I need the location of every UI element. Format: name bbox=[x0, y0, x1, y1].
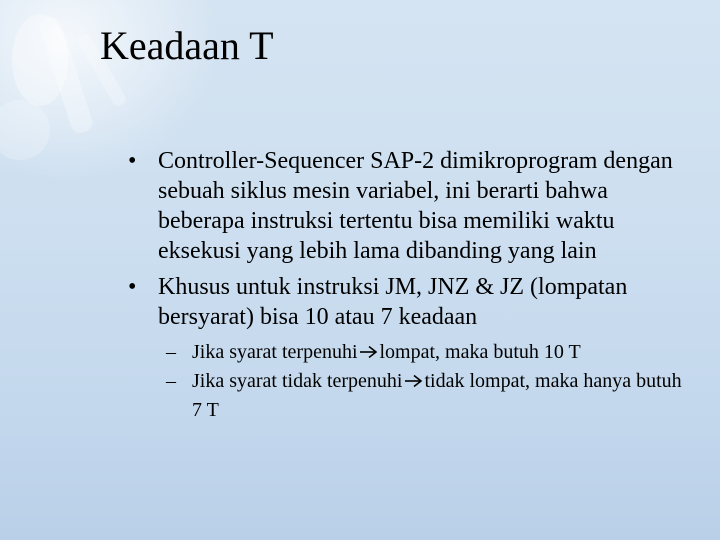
sub-bullet-text-before: Jika syarat tidak terpenuhi bbox=[192, 370, 403, 392]
sub-bullet-item bbox=[128, 367, 688, 425]
bullet-text: Khusus untuk instruksi JM, JNZ & JZ (lompatan bersyarat) bisa 10 atau 7 keadaan bbox=[158, 274, 628, 330]
sub-bullet-marker: – bbox=[166, 341, 176, 363]
bullet-marker: • bbox=[128, 274, 137, 300]
slide-body bbox=[128, 146, 688, 425]
bullet-item bbox=[128, 272, 688, 332]
bullet-marker: • bbox=[128, 148, 137, 174]
sub-bullet-marker: – bbox=[166, 370, 176, 392]
sub-bullet-text-before: Jika syarat terpenuhi bbox=[192, 341, 358, 363]
right-arrow-icon bbox=[359, 345, 379, 359]
bullet-text: Controller-Sequencer SAP-2 dimikroprogram dengan sebuah siklus mesin variabel, ini berarti bahwa beberapa instruksi tertentu bisa memiliki waktu eksekusi yang lebih lama dibanding yang lain bbox=[158, 148, 673, 264]
sub-bullet-text-after: lompat, maka butuh 10 T bbox=[379, 341, 581, 363]
right-arrow-icon bbox=[404, 374, 424, 388]
sub-bullet-text-after: tidak lompat, maka hanya butuh 7 T bbox=[192, 370, 682, 421]
slide-title: Keadaan T bbox=[100, 23, 274, 68]
bullet-item bbox=[128, 146, 688, 266]
sub-bullet-item bbox=[128, 338, 688, 367]
